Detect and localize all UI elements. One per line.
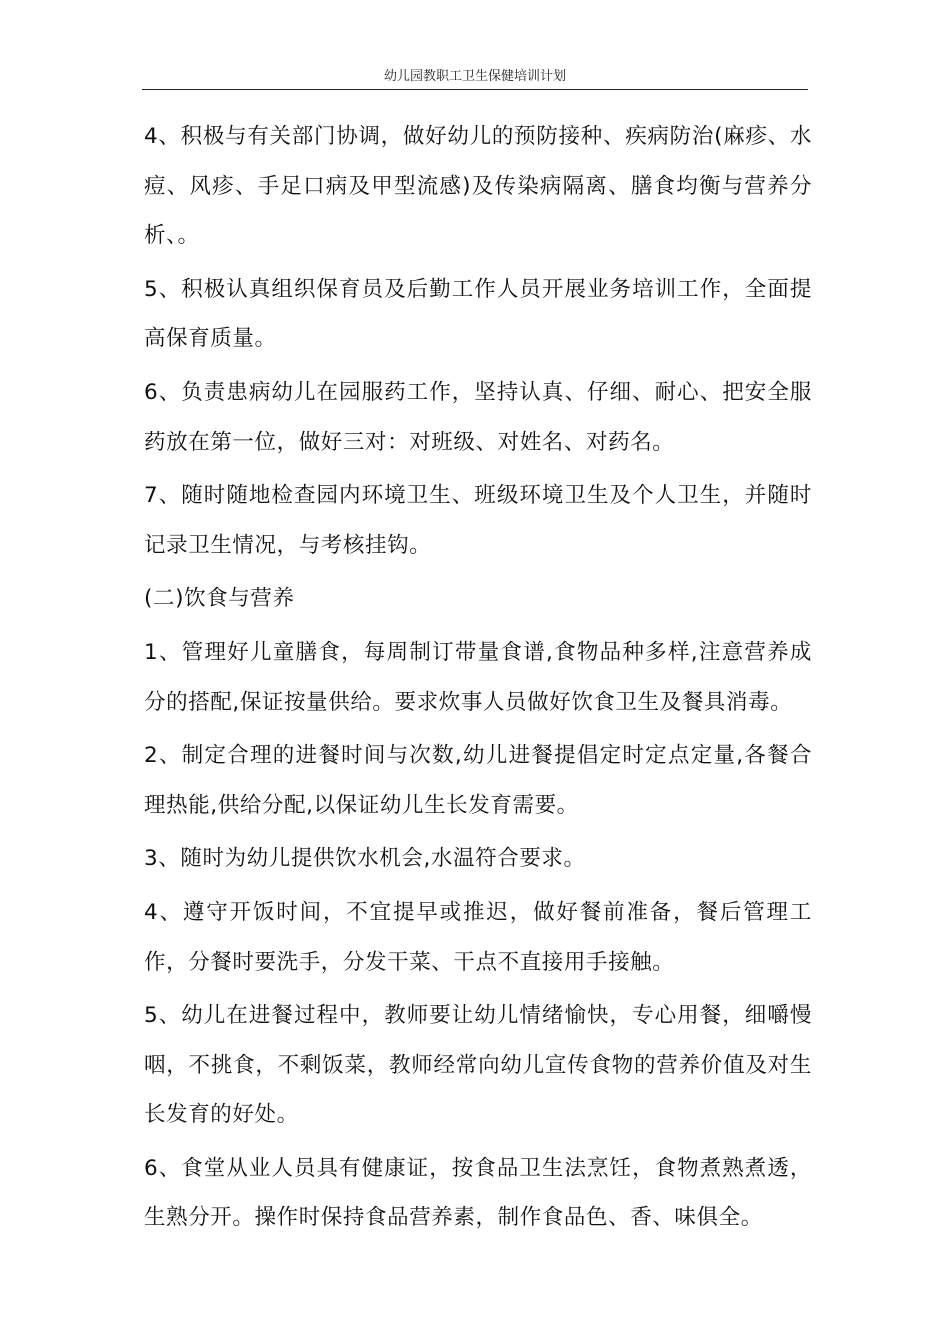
paragraph-item-6-medication: 6、负责患病幼儿在园服药工作，坚持认真、仔细、耐心、把安全服药放在第一位，做好三对：对班级、对姓名、对药名。 xyxy=(144,379,812,455)
paragraph-diet-item-5: 5、幼儿在进餐过程中，教师要让幼儿情绪愉快，专心用餐，细嚼慢咽，不挑食，不剩饭菜，教师经常向幼儿宣传食物的营养价值及对生长发育的好处。 xyxy=(144,1003,812,1128)
paragraph-diet-item-1: 1、管理好儿童膳食，每周制订带量食谱,食物品种多样,注意营养成分的搭配,保证按量供给。要求炊事人员做好饮食卫生及餐具消毒。 xyxy=(144,639,812,715)
document-body xyxy=(144,112,812,1247)
paragraph-item-5-training: 5、积极认真组织保育员及后勤工作人员开展业务培训工作，全面提高保育质量。 xyxy=(144,276,812,352)
page-header: 幼儿园教职工卫生保健培训计划 xyxy=(142,68,808,90)
paragraph-diet-item-2: 2、制定合理的进餐时间与次数,幼儿进餐提倡定时定点定量,各餐合理热能,供给分配,以保证幼儿生长发育需要。 xyxy=(144,743,812,818)
paragraph-item-4-vaccination: 4、积极与有关部门协调，做好幼儿的预防接种、疾病防治(麻疹、水痘、风疹、手足口病及甲型流感)及传染病隔离、膳食均衡与营养分析、。 xyxy=(144,124,812,249)
paragraph-item-7-hygiene-check: 7、随时随地检查园内环境卫生、班级环境卫生及个人卫生，并随时记录卫生情况，与考核挂钩。 xyxy=(144,483,812,558)
section-heading-diet-nutrition: (二)饮食与营养 xyxy=(144,586,295,612)
paragraph-diet-item-4: 4、遵守开饭时间，不宜提早或推迟，做好餐前准备，餐后管理工作，分餐时要洗手，分发干菜、干点不直接用手接触。 xyxy=(144,899,812,975)
paragraph-diet-item-6: 6、食堂从业人员具有健康证，按食品卫生法烹饪，食物煮熟煮透，生熟分开。操作时保持食品营养素，制作食品色、香、味俱全。 xyxy=(144,1155,812,1231)
paragraph-diet-item-3: 3、随时为幼儿提供饮水机会,水温符合要求。 xyxy=(144,846,586,872)
